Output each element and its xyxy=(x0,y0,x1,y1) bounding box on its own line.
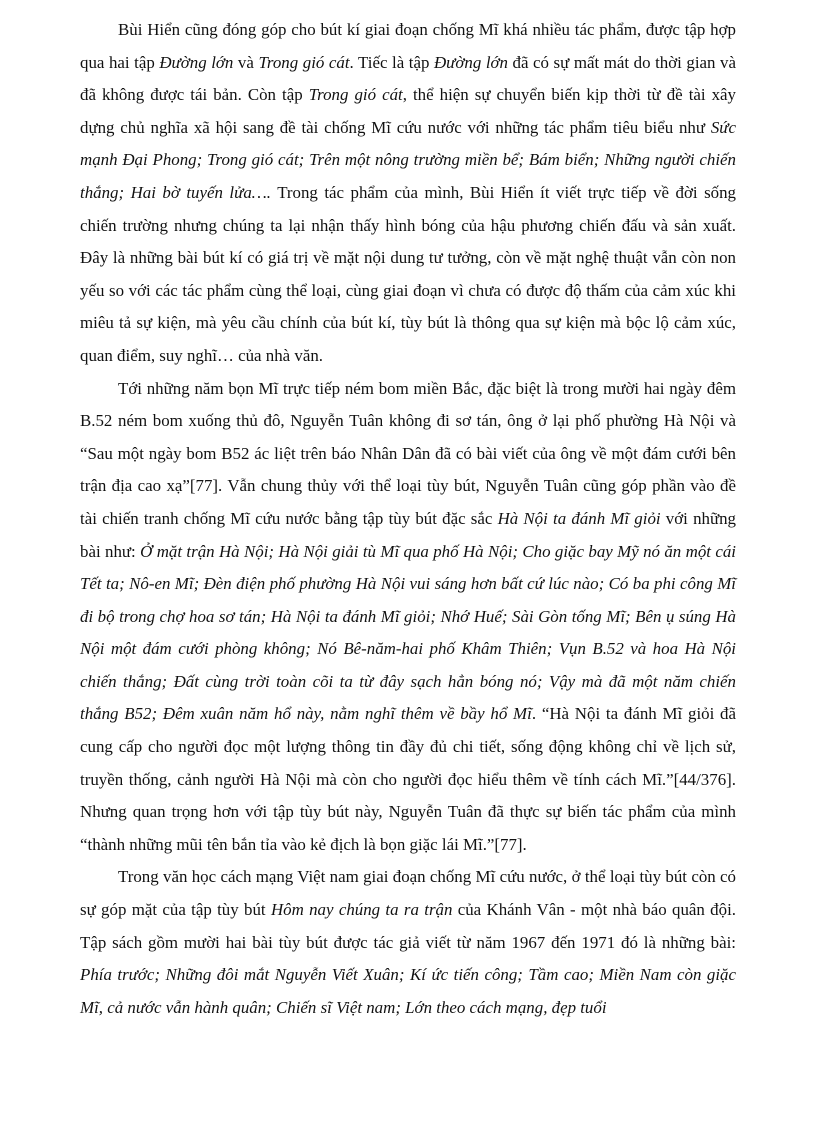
text-span: . Tiếc là tập xyxy=(349,52,434,72)
paragraph-bui-hien xyxy=(80,14,736,373)
italic-title-span: Đường lớn xyxy=(159,52,234,72)
italic-title-span: Đường lớn xyxy=(433,52,508,72)
text-span: đã có sự mất mát do thời gian và đã không được tái bản. Còn tập xyxy=(80,52,736,105)
italic-title-span: Hôm nay chúng ta ra trận xyxy=(270,900,453,920)
paragraph-nguyen-tuan xyxy=(80,373,736,862)
text-span: và xyxy=(233,52,259,72)
italic-title-span: Trong gió cát xyxy=(308,85,403,105)
text-span: Trong văn học cách mạng Việt nam giai đoạn chống Mĩ cứu nước, ở thể loại tùy bút còn có sự góp mặt của tập tùy bút xyxy=(80,867,736,920)
text-span: Tới những năm bọn Mĩ trực tiếp ném bom miền Bắc, đặc biệt là trong mười hai ngày đêm B.52 ném bom xuống thủ đô, Nguyễn Tuân không đi sơ tán, ông ở lại phố phường Hà Nội và “Sau một ngày bom B52 ác liệt trên báo Nhân Dân đã có bài viết của ông về một đám cưới bên trận địa cao xạ”[77]. Vẫn chung thủy với thể loại tùy bút, Nguyễn Tuân cũng góp phần vào đề tài chiến tranh chống Mĩ cứu nước bằng tập tùy bút đặc sắc xyxy=(80,378,736,528)
text-span: Bùi Hiển cũng đóng góp cho bút kí giai đoạn chống Mĩ khá nhiều tác phẩm, được tập hợp qua hai tập xyxy=(80,20,736,72)
italic-title-span: Sức mạnh Đại Phong; Trong gió cát; Trên một nông trường miền bể; Bám biển; Những người chiến thắng; Hai bờ tuyến lửa…. xyxy=(80,117,736,202)
document-page xyxy=(80,14,736,1024)
text-span: của Khánh Vân - một nhà báo quân đội. Tập sách gồm mười hai bài tùy bút được tác giả viết từ năm 1967 đến 1971 đó là những bài: xyxy=(80,900,736,952)
text-span: , thể hiện sự chuyển biến kịp thời từ đề tài xây dựng chủ nghĩa xã hội sang đề tài chống Mĩ cứu nước với những tác phẩm tiêu biểu như xyxy=(80,85,736,137)
text-span: với những bài như: xyxy=(80,508,737,561)
text-span: . “Hà Nội ta đánh Mĩ giỏi đã cung cấp cho người đọc một lượng thông tin đầy đủ chi tiết, sống động không chỉ về lịch sử, truyền thống, cảnh người Hà Nội mà còn cho người đọc hiểu thêm về tính cách Mĩ.”[44/376]. Nhưng quan trọng hơn với tập tùy bút này, Nguyễn Tuân đã thực sự biến tác phẩm của mình “thành những mũi tên bắn tỉa vào kẻ địch là bọn giặc lái Mĩ.”[77]. xyxy=(80,704,736,854)
paragraph-khanh-van xyxy=(80,861,736,1024)
text-span: Trong tác phẩm của mình, Bùi Hiển ít viết trực tiếp về đời sống chiến trường nhưng chúng ta lại nhận thấy hình bóng của hậu phương chiến đấu và sản xuất. Đây là những bài bút kí có giá trị về mặt nội dung tư tưởng, còn về mặt nghệ thuật vẫn còn non yếu so với các tác phẩm cùng thể loại, cùng giai đoạn vì chưa có được độ thấm của cảm xúc khi miêu tả sự kiện, mà yêu cầu chính của bút kí, tùy bút là thông qua sự kiện mà bộc lộ cảm xúc, quan điểm, suy nghĩ… của nhà văn. xyxy=(80,182,736,365)
italic-title-span: Trong gió cát xyxy=(258,52,350,72)
italic-title-span: Phía trước; Những đôi mắt Nguyễn Viết Xuân; Kí ức tiến công; Tầm cao; Miền Nam còn giặc Mĩ, cả nước vẫn hành quân; Chiến sĩ Việt nam; Lớn theo cách mạng, đẹp tuổi xyxy=(80,965,736,1017)
italic-title-span: Hà Nội ta đánh Mĩ giỏi xyxy=(497,508,661,528)
italic-title-span: Ở mặt trận Hà Nội; Hà Nội giải tù Mĩ qua phố Hà Nội; Cho giặc bay Mỹ nó ăn một cái Tết ta; Nô-en Mĩ; Đèn điện phố phường Hà Nội vui sáng hơn bất cứ lúc nào; Có ba phi công Mĩ đi bộ trong chợ hoa sơ tán; Hà Nội ta đánh Mĩ giỏi; Nhớ Huế; Sài Gòn tống Mĩ; Bên ụ súng Hà Nội một đám cưới phòng không; Nó Bê-năm-hai phố Khâm Thiên; Vụn B.52 và hoa Hà Nội chiến thắng; Đất cùng trời toàn cõi ta từ đây sạch hẳn bóng nó; Vậy mà đã một năm chiến thắng B52; Đêm xuân năm hổ này, nằm nghĩ thêm về bầy hổ Mĩ xyxy=(80,541,736,724)
